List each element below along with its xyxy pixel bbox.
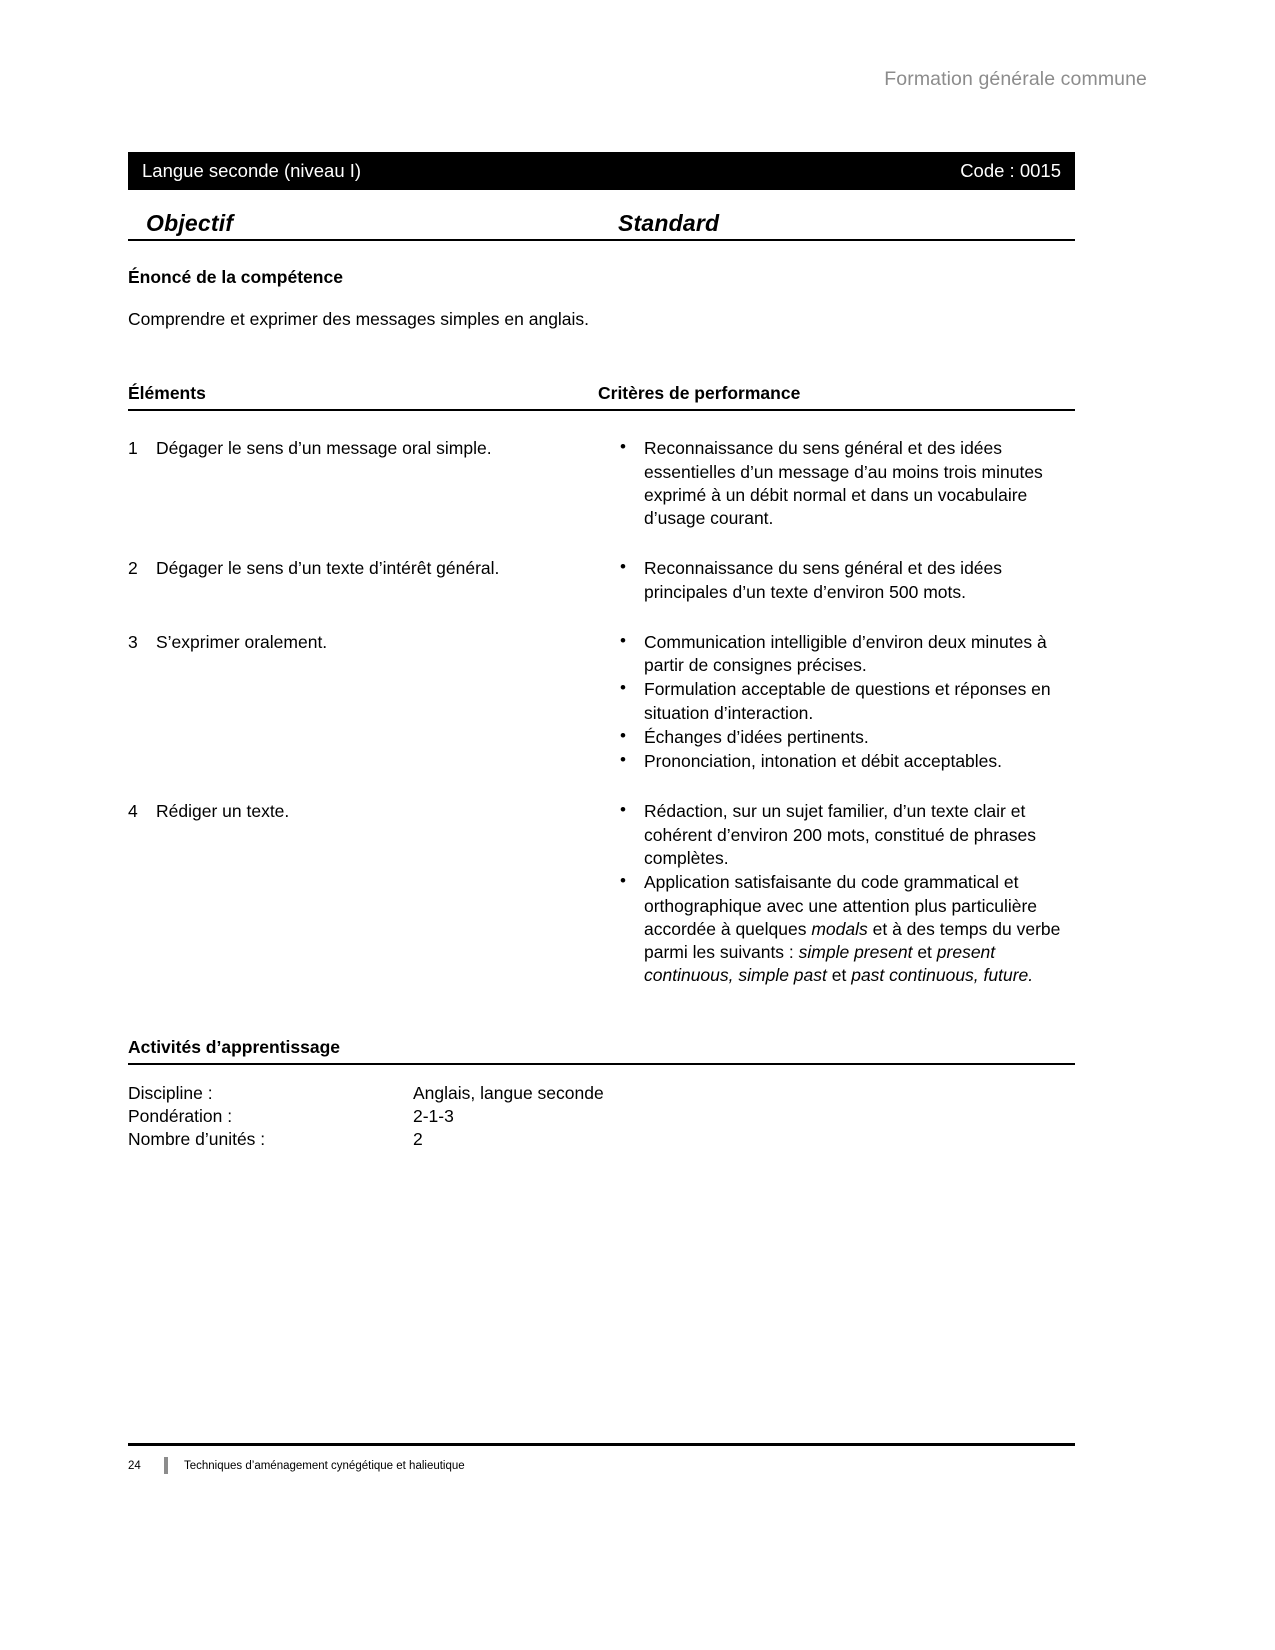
title-bar-code: Code : 0015 <box>960 160 1061 181</box>
table-headers <box>128 383 1075 411</box>
activites-row-value: Anglais, langue seconde <box>413 1082 604 1103</box>
activites-row <box>128 1105 1075 1128</box>
footer-program-text: Techniques d’aménagement cynégétique et halieutique <box>184 1459 465 1472</box>
footer-page-number: 24 <box>128 1459 141 1472</box>
table-row <box>128 631 1075 775</box>
footer-divider <box>128 1443 1075 1446</box>
element-cell <box>128 557 598 605</box>
criteria-item: • Reconnaissance du sens général et des idées essentielles d’un message d’au moins trois minutes exprimé à un débit normal et dans un vocabulaire d’usage courant. <box>620 437 1075 530</box>
table-row <box>128 557 1075 605</box>
criteria-item: • Application satisfaisante du code grammatical et orthographique avec une attention plus particulière accordée à quelques modals et à des temps du verbe parmi les suivants : simple present et present continuous, simple past et past continuous, future. <box>620 871 1075 987</box>
activites-row-label: Pondération : <box>128 1105 233 1126</box>
criteria-item: • Rédaction, sur un sujet familier, d’un texte clair et cohérent d’environ 200 mots, constitué de phrases complètes. <box>620 800 1075 870</box>
activites-row <box>128 1082 1075 1105</box>
document-body <box>128 210 1075 1151</box>
criteria-list <box>598 631 1075 774</box>
element-text: Dégager le sens d’un message oral simple. <box>156 438 492 459</box>
criteria-list <box>598 800 1075 987</box>
column-header-objectif: Objectif <box>146 210 234 236</box>
criteria-list <box>598 557 1075 604</box>
element-cell <box>128 800 598 988</box>
element-text: S’exprimer oralement. <box>156 631 328 652</box>
competence-block <box>128 267 1075 331</box>
column-header-standard: Standard <box>618 210 720 236</box>
competence-label: Énoncé de la compétence <box>128 267 343 287</box>
activites-row-value: 2-1-3 <box>413 1105 454 1126</box>
criteria-list <box>598 437 1075 530</box>
activites-row-label: Discipline : <box>128 1082 213 1103</box>
title-bar-course: Langue seconde (niveau I) <box>142 160 362 181</box>
activites-row <box>128 1128 1075 1151</box>
activites-row-value: 2 <box>413 1129 423 1150</box>
activites-label: Activités d’apprentissage <box>128 1037 1075 1065</box>
table-row <box>128 437 1075 531</box>
element-cell <box>128 631 598 775</box>
element-number: 3 <box>128 631 138 652</box>
criteria-item: • Communication intelligible d’environ deux minutes à partir de consignes précises. <box>620 631 1075 678</box>
criteria-cell <box>598 437 1075 531</box>
criteria-item: • Prononciation, intonation et débit acceptables. <box>620 750 1075 773</box>
element-text: Dégager le sens d’un texte d’intérêt général. <box>156 558 500 579</box>
table-row <box>128 800 1075 988</box>
table-header-elements: Éléments <box>128 383 206 404</box>
page-footer <box>128 1457 1075 1474</box>
criteria-item: • Échanges d’idées pertinents. <box>620 726 1075 749</box>
criteria-cell <box>598 800 1075 988</box>
criteria-cell <box>598 631 1075 775</box>
elements-rows <box>128 437 1075 988</box>
table-header-criteres: Critères de performance <box>598 383 801 404</box>
criteria-item: • Reconnaissance du sens général et des idées principales d’un texte d’environ 500 mots. <box>620 557 1075 604</box>
column-headers <box>128 210 1075 241</box>
element-cell <box>128 437 598 531</box>
element-number: 4 <box>128 801 138 822</box>
element-number: 1 <box>128 438 138 459</box>
element-number: 2 <box>128 558 138 579</box>
activites-table <box>128 1082 1075 1152</box>
criteria-item: • Formulation acceptable de questions et réponses en situation d’interaction. <box>620 678 1075 725</box>
element-text: Rédiger un texte. <box>156 801 290 822</box>
activites-row-label: Nombre d’unités : <box>128 1129 266 1150</box>
criteria-cell <box>598 557 1075 605</box>
footer-separator-bar <box>164 1457 168 1474</box>
page-header-text: Formation générale commune <box>884 68 1147 90</box>
competence-text: Comprendre et exprimer des messages simples en anglais. <box>128 309 590 329</box>
title-bar <box>128 152 1075 190</box>
